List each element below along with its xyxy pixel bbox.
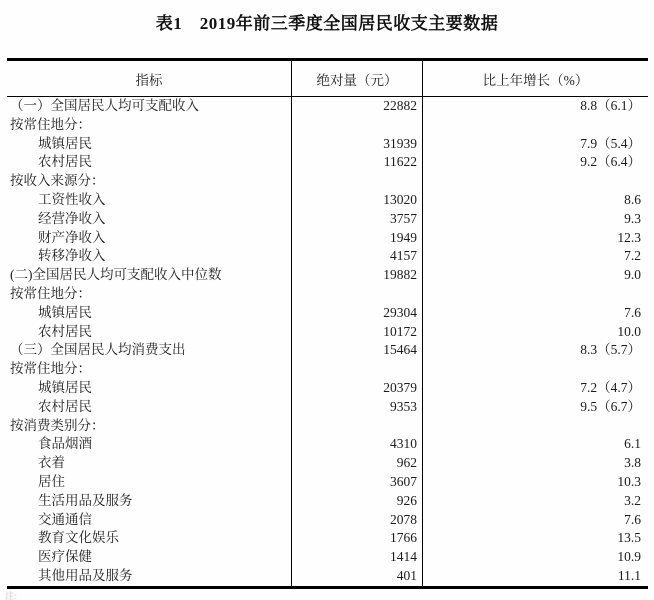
- table-row: [7, 304, 648, 323]
- growth-value-cell: 8.6: [624, 191, 641, 207]
- absolute-value-cell: 1949: [291, 229, 423, 248]
- absolute-value-cell: [291, 417, 423, 436]
- table-row: [7, 548, 648, 567]
- growth-value-cell: 3.2: [624, 492, 641, 508]
- table-row: [7, 247, 648, 266]
- indicator-cell: （一）全国居民人均可支配收入: [10, 98, 199, 113]
- table-header-row: [7, 61, 648, 97]
- growth-value-cell: 10.9: [617, 549, 641, 565]
- absolute-value-cell: 22882: [291, 97, 423, 116]
- indicator-cell: 农村居民: [38, 398, 92, 414]
- absolute-value-cell: 3607: [291, 473, 423, 492]
- growth-value-cell: 9.2（6.4）: [580, 154, 641, 170]
- growth-value-cell: 10.3: [617, 473, 641, 489]
- absolute-value-cell: 1414: [291, 548, 423, 567]
- indicator-cell: （三）全国居民人均消费支出: [10, 342, 186, 358]
- table-row: [7, 172, 648, 191]
- table-row: [7, 473, 648, 492]
- table-row: [7, 285, 648, 304]
- growth-value-cell: 9.3: [624, 210, 641, 226]
- indicator-cell: (二)全国居民人均可支配收入中位数: [10, 267, 222, 283]
- absolute-value-cell: [291, 172, 423, 191]
- table-row: [7, 97, 648, 116]
- table-row: [7, 323, 648, 342]
- indicator-cell: 医疗保健: [38, 549, 92, 565]
- indicator-cell: 城镇居民: [38, 304, 92, 320]
- table-row: [7, 341, 648, 360]
- absolute-value-cell: [291, 360, 423, 379]
- table-row: [7, 567, 648, 586]
- growth-value-cell: [423, 360, 648, 379]
- growth-value-cell: 7.6: [624, 511, 641, 527]
- indicator-cell: 经营净收入: [38, 210, 106, 226]
- indicator-cell: 食品烟酒: [38, 436, 92, 452]
- growth-value-cell: 6.1: [624, 436, 641, 452]
- growth-value-cell: [423, 285, 648, 304]
- absolute-value-cell: 20379: [291, 379, 423, 398]
- absolute-value-cell: 4157: [291, 247, 423, 266]
- column-header-growth: 比上年增长（%）: [482, 72, 589, 88]
- table-row: [7, 529, 648, 548]
- table-row: [7, 379, 648, 398]
- table-row: [7, 398, 648, 417]
- absolute-value-cell: 962: [291, 454, 423, 473]
- indicator-cell: 按常住地分：: [10, 361, 91, 377]
- absolute-value-cell: 11622: [291, 153, 423, 172]
- table-row: [7, 135, 648, 154]
- income-expenditure-table: [7, 58, 648, 589]
- growth-value-cell: 11.1: [617, 567, 641, 583]
- table-row: [7, 116, 648, 135]
- absolute-value-cell: 13020: [291, 191, 423, 210]
- indicator-cell: 居住: [38, 473, 65, 489]
- footnote-artifact: 注:: [5, 591, 17, 600]
- absolute-value-cell: 9353: [291, 398, 423, 417]
- indicator-cell: 教育文化娱乐: [38, 530, 119, 546]
- indicator-cell: 其他用品及服务: [38, 567, 133, 583]
- column-header-absolute-amount: 绝对量（元）: [291, 61, 423, 96]
- indicator-cell: 按常住地分：: [10, 116, 91, 132]
- indicator-cell: 交通通信: [38, 511, 92, 527]
- table-row: [7, 360, 648, 379]
- absolute-value-cell: 3757: [291, 210, 423, 229]
- growth-value-cell: 9.5（6.7）: [580, 398, 641, 414]
- growth-value-cell: [423, 172, 648, 191]
- absolute-value-cell: 29304: [291, 304, 423, 323]
- absolute-value-cell: 19882: [291, 266, 423, 285]
- table-row: [7, 417, 648, 436]
- growth-value-cell: 8.3（5.7）: [580, 342, 641, 358]
- growth-value-cell: 7.2: [624, 248, 641, 264]
- indicator-cell: 生活用品及服务: [38, 492, 133, 508]
- absolute-value-cell: 926: [291, 492, 423, 511]
- growth-value-cell: 12.3: [617, 229, 641, 245]
- growth-value-cell: 13.5: [617, 530, 641, 546]
- absolute-value-cell: [291, 116, 423, 135]
- table-row: [7, 511, 648, 530]
- absolute-value-cell: 1766: [291, 529, 423, 548]
- indicator-cell: 按收入来源分：: [10, 173, 105, 189]
- table-row: [7, 266, 648, 285]
- growth-value-cell: [423, 116, 648, 135]
- indicator-cell: 城镇居民: [38, 135, 92, 151]
- absolute-value-cell: 15464: [291, 341, 423, 360]
- indicator-cell: 按消费类别分：: [10, 417, 105, 433]
- absolute-value-cell: 10172: [291, 323, 423, 342]
- table-row: [7, 435, 648, 454]
- indicator-cell: 工资性收入: [38, 191, 106, 207]
- growth-value-cell: 7.9（5.4）: [580, 135, 641, 151]
- growth-value-cell: 7.2（4.7）: [580, 379, 641, 395]
- indicator-cell: 农村居民: [38, 154, 92, 170]
- table-title: 表1 2019年前三季度全国居民收支主要数据: [155, 14, 499, 33]
- indicator-cell: 财产净收入: [38, 229, 106, 245]
- absolute-value-cell: 31939: [291, 135, 423, 154]
- table-row: [7, 229, 648, 248]
- indicator-cell: 转移净收入: [38, 248, 106, 264]
- absolute-value-cell: [291, 285, 423, 304]
- table-body: [7, 97, 648, 586]
- growth-value-cell: 3.8: [624, 455, 641, 471]
- table-row: [7, 153, 648, 172]
- indicator-cell: 按常住地分：: [10, 285, 91, 301]
- growth-value-cell: [423, 417, 648, 436]
- table-row: [7, 454, 648, 473]
- growth-value-cell: 8.8（6.1）: [580, 98, 641, 113]
- indicator-cell: 衣着: [38, 455, 65, 471]
- absolute-value-cell: 401: [291, 567, 423, 586]
- indicator-cell: 农村居民: [38, 323, 92, 339]
- absolute-value-cell: 4310: [291, 435, 423, 454]
- growth-value-cell: 7.6: [624, 304, 641, 320]
- table-row: [7, 191, 648, 210]
- table-row: [7, 492, 648, 511]
- column-header-indicator: 指标: [135, 72, 163, 88]
- growth-value-cell: 10.0: [617, 323, 641, 339]
- growth-value-cell: 9.0: [624, 267, 641, 283]
- absolute-value-cell: 2078: [291, 511, 423, 530]
- indicator-cell: 城镇居民: [38, 379, 92, 395]
- table-row: [7, 210, 648, 229]
